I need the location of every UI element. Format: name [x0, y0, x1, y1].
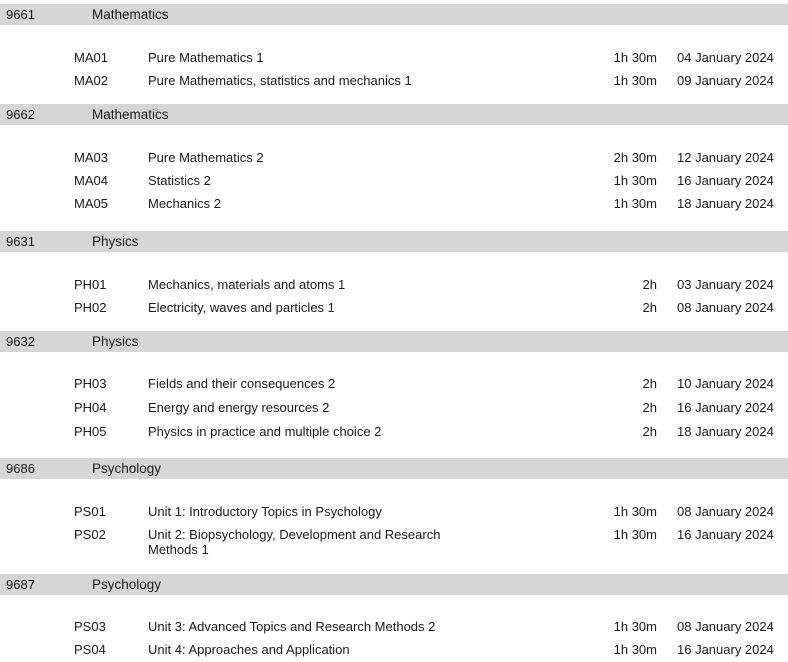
paper-row: [0, 300, 788, 320]
paper-title: Pure Mathematics 1: [148, 50, 264, 65]
paper-row: [0, 642, 788, 662]
paper-code: MA03: [74, 150, 108, 165]
paper-row: [0, 277, 788, 297]
paper-title: Energy and energy resources 2: [148, 400, 330, 415]
group-subject: Mathematics: [92, 107, 169, 122]
paper-code: PS02: [74, 527, 106, 542]
paper-row: [0, 619, 788, 639]
paper-date: 03 January 2024: [677, 277, 774, 292]
group-code: 9631: [6, 234, 35, 249]
paper-title: Unit 3: Advanced Topics and Research Methods 2: [148, 619, 436, 634]
paper-date: 09 January 2024: [677, 73, 774, 88]
paper-title: Unit 1: Introductory Topics in Psychology: [148, 504, 382, 519]
paper-row: [0, 150, 788, 170]
group-subject: Psychology: [92, 461, 162, 476]
paper-title: Statistics 2: [148, 173, 211, 188]
group-subject: Physics: [92, 234, 139, 249]
paper-duration: 1h 30m: [613, 173, 657, 188]
paper-duration: 1h 30m: [613, 527, 657, 542]
paper-code: PH05: [74, 424, 107, 439]
paper-date: 08 January 2024: [677, 504, 774, 519]
group-subject: Mathematics: [92, 7, 169, 22]
paper-code: PH01: [74, 277, 107, 292]
paper-row: [0, 50, 788, 70]
paper-duration: 1h 30m: [613, 642, 657, 657]
paper-date: 10 January 2024: [677, 376, 774, 391]
paper-duration: 1h 30m: [613, 73, 657, 88]
paper-code: MA05: [74, 196, 108, 211]
paper-title: Fields and their consequences 2: [148, 376, 336, 391]
paper-row: [0, 376, 788, 396]
paper-code: PH03: [74, 376, 107, 391]
group-code: 9632: [6, 334, 35, 349]
paper-code: PS03: [74, 619, 106, 634]
paper-duration: 2h: [642, 400, 657, 415]
group-header: [0, 574, 788, 595]
group-code: 9687: [6, 577, 35, 592]
paper-date: 16 January 2024: [677, 642, 774, 657]
paper-row: [0, 424, 788, 444]
paper-duration: 1h 30m: [613, 504, 657, 519]
paper-code: PH04: [74, 400, 107, 415]
paper-title: Unit 4: Approaches and Application: [148, 642, 350, 657]
paper-duration: 2h: [642, 376, 657, 391]
paper-code: MA01: [74, 50, 108, 65]
paper-date: 04 January 2024: [677, 50, 774, 65]
paper-duration: 2h: [642, 300, 657, 315]
paper-row: [0, 196, 788, 216]
group-header: [0, 4, 788, 25]
group-header: [0, 104, 788, 125]
paper-title: Pure Mathematics, statistics and mechanics 1: [148, 73, 412, 88]
paper-duration: 2h 30m: [613, 150, 657, 165]
group-header: [0, 458, 788, 479]
group-subject: Psychology: [92, 577, 162, 592]
paper-row: [0, 173, 788, 193]
paper-code: PS04: [74, 642, 106, 657]
paper-duration: 2h: [642, 277, 657, 292]
paper-code: PS01: [74, 504, 106, 519]
paper-title: Mechanics, materials and atoms 1: [148, 277, 346, 292]
paper-date: 18 January 2024: [677, 424, 774, 439]
paper-title: Pure Mathematics 2: [148, 150, 264, 165]
paper-code: MA02: [74, 73, 108, 88]
paper-row: [0, 400, 788, 420]
paper-date: 16 January 2024: [677, 173, 774, 188]
group-code: 9661: [6, 7, 35, 22]
group-code: 9662: [6, 107, 35, 122]
paper-title: Unit 2: Biopsychology, Development and Research Methods 1: [148, 527, 441, 557]
paper-date: 18 January 2024: [677, 196, 774, 211]
paper-date: 16 January 2024: [677, 527, 774, 542]
paper-title: Mechanics 2: [148, 196, 221, 211]
paper-duration: 1h 30m: [613, 196, 657, 211]
paper-row: [0, 527, 788, 559]
paper-date: 08 January 2024: [677, 300, 774, 315]
paper-title: Electricity, waves and particles 1: [148, 300, 335, 315]
paper-duration: 2h: [642, 424, 657, 439]
paper-code: PH02: [74, 300, 107, 315]
paper-duration: 1h 30m: [613, 619, 657, 634]
paper-code: MA04: [74, 173, 108, 188]
group-header: [0, 331, 788, 352]
paper-duration: 1h 30m: [613, 50, 657, 65]
paper-row: [0, 504, 788, 524]
paper-title: Physics in practice and multiple choice 2: [148, 424, 382, 439]
paper-date: 16 January 2024: [677, 400, 774, 415]
group-header: [0, 231, 788, 252]
group-subject: Physics: [92, 334, 139, 349]
paper-date: 12 January 2024: [677, 150, 774, 165]
paper-row: [0, 73, 788, 93]
group-code: 9686: [6, 461, 35, 476]
paper-date: 08 January 2024: [677, 619, 774, 634]
